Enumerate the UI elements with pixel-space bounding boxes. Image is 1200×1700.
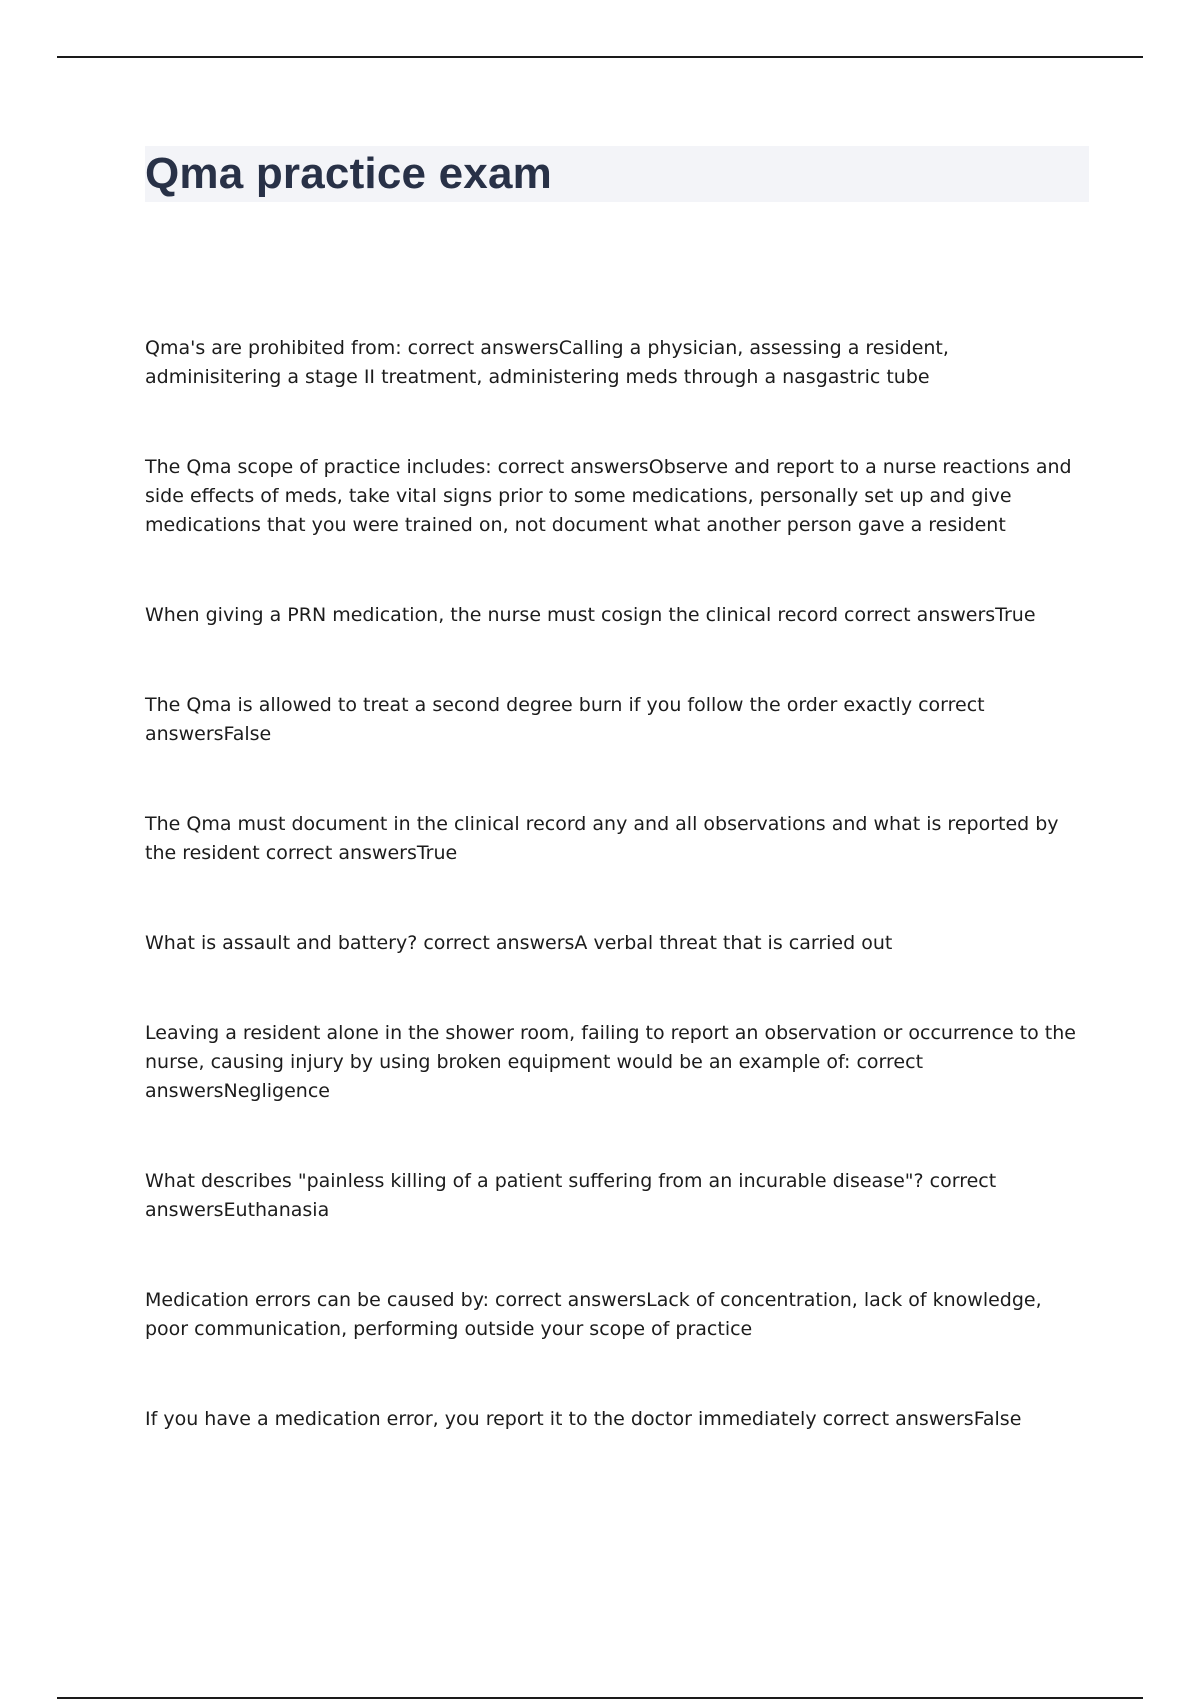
qa-item: The Qma scope of practice includes: correct answersObserve and report to a nurse reactions and side effects of meds, take vital signs prior to some medications, personally set up and give medications that you were trained on, not document what another person gave a resident <box>145 456 1072 536</box>
page-title: Qma practice exam <box>145 149 552 198</box>
title-block <box>145 146 1089 202</box>
qa-item: Leaving a resident alone in the shower room, failing to report an observation or occurrence to the nurse, causing injury by using broken equipment would be an example of: correct answersNegligence <box>145 1022 1076 1102</box>
qa-item: If you have a medication error, you report it to the doctor immediately correct answersFalse <box>145 1408 1022 1430</box>
qa-item: When giving a PRN medication, the nurse must cosign the clinical record correct answersTrue <box>145 604 1036 626</box>
qa-list <box>145 334 1089 1495</box>
qa-item: The Qma must document in the clinical record any and all observations and what is reported by the resident correct answersTrue <box>145 813 1059 864</box>
qa-item: What describes "painless killing of a patient suffering from an incurable disease"? correct answersEuthanasia <box>145 1170 997 1221</box>
qa-item: What is assault and battery? correct answersA verbal threat that is carried out <box>145 932 893 954</box>
qa-item: The Qma is allowed to treat a second degree burn if you follow the order exactly correct answersFalse <box>145 694 985 745</box>
qa-item: Qma's are prohibited from: correct answersCalling a physician, assessing a resident, adminisitering a stage II treatment, administering meds through a nasgastric tube <box>145 337 949 388</box>
qa-item: Medication errors can be caused by: correct answersLack of concentration, lack of knowledge, poor communication, performing outside your scope of practice <box>145 1289 1042 1340</box>
top-rule <box>57 56 1143 58</box>
bottom-rule <box>57 1697 1143 1699</box>
